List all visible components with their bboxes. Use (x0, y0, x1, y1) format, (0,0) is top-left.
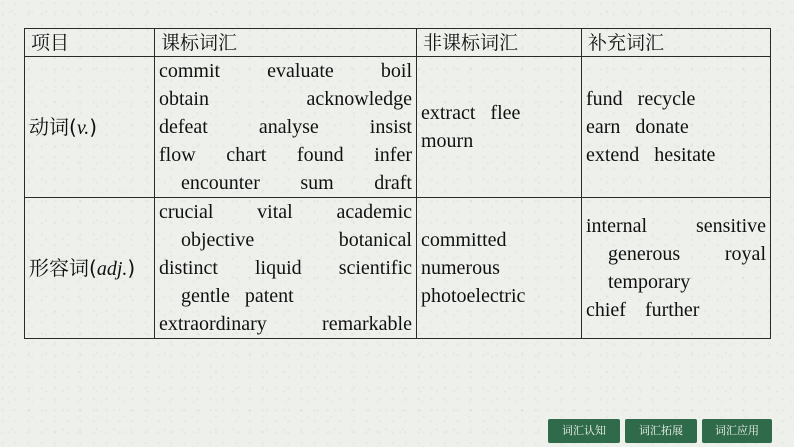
word-line: encounter sum draft (181, 172, 412, 194)
header-curriculum: 课标词汇 (155, 29, 417, 57)
table-row-adjective (25, 198, 771, 339)
category-adj-abbr: adj. (96, 257, 128, 280)
word-line: chief further (586, 299, 700, 321)
word-line: distinct liquid scientific (159, 257, 412, 279)
table-row-verb (25, 57, 771, 198)
word-line: flow chart found infer (159, 144, 412, 166)
category-verb-prefix: 动词( (29, 114, 77, 139)
word-line: objective botanical (181, 229, 412, 251)
verb-supplementary-cell (582, 57, 771, 198)
word-line: extract flee (421, 102, 521, 124)
category-adjective (25, 198, 155, 339)
word-line: defeat analyse insist (159, 116, 412, 138)
category-verb-abbr: v. (76, 116, 90, 139)
category-verb-suffix: ) (89, 114, 98, 139)
nav-button-vocab-application[interactable]: 词汇应用 (702, 419, 772, 443)
word-line: committed (421, 229, 507, 251)
word-line: earn donate (586, 116, 689, 138)
category-verb (25, 57, 155, 198)
word-line: obtain acknowledge (159, 88, 412, 110)
verb-non-curriculum-cell (417, 57, 582, 198)
header-supplementary: 补充词汇 (582, 29, 771, 57)
verb-curriculum-cell (155, 57, 417, 198)
adjective-curriculum-cell (155, 198, 417, 339)
word-line: gentle patent (181, 285, 294, 307)
vocabulary-table (24, 28, 771, 339)
word-line: internal sensitive (586, 215, 766, 237)
word-line: extraordinary remarkable (159, 313, 412, 335)
adjective-supplementary-cell (582, 198, 771, 339)
word-line: commit evaluate boil (159, 60, 412, 82)
word-line: temporary (608, 271, 691, 293)
word-line: numerous (421, 257, 500, 279)
nav-button-vocab-recognition[interactable]: 词汇认知 (548, 419, 620, 443)
word-line: generous royal (608, 243, 766, 265)
table-header-row (25, 29, 771, 57)
word-line: mourn (421, 130, 474, 152)
header-item: 项目 (25, 29, 155, 57)
category-adj-suffix: ) (127, 255, 136, 280)
header-non-curriculum: 非课标词汇 (417, 29, 582, 57)
word-line: crucial vital academic (159, 201, 412, 223)
category-adj-prefix: 形容词( (29, 255, 97, 280)
word-line: photoelectric (421, 285, 526, 307)
adjective-non-curriculum-cell (417, 198, 582, 339)
nav-button-vocab-expansion[interactable]: 词汇拓展 (625, 419, 697, 443)
word-line: fund recycle (586, 88, 696, 110)
word-line: extend hesitate (586, 144, 716, 166)
